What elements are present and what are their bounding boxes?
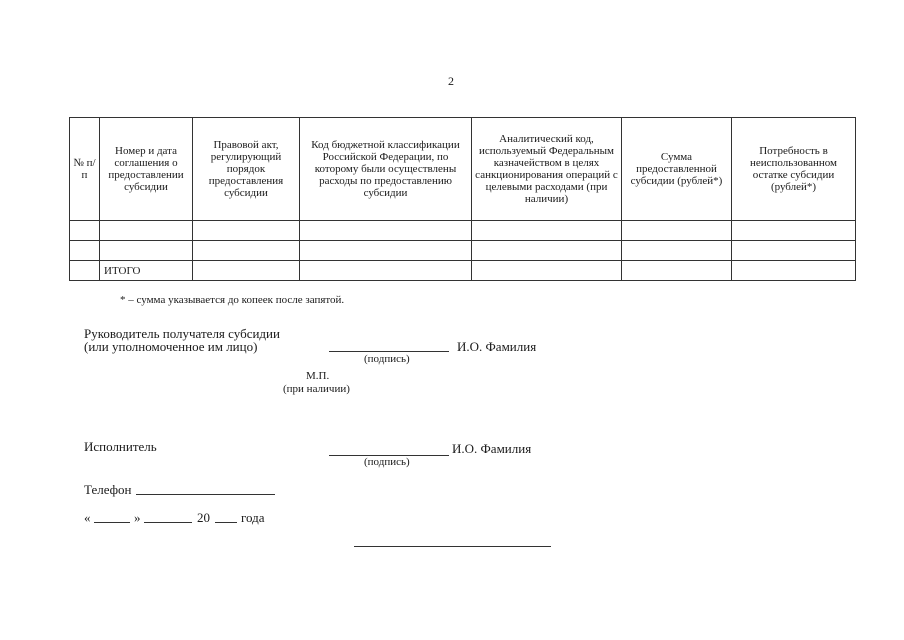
table-cell bbox=[70, 221, 100, 241]
table-cell bbox=[300, 241, 472, 261]
table-cell bbox=[472, 221, 622, 241]
stamp-note: (при наличии) bbox=[283, 383, 350, 395]
table-row bbox=[70, 241, 856, 261]
table-cell bbox=[732, 261, 856, 281]
table-cell bbox=[732, 221, 856, 241]
date-open-quote: « bbox=[84, 510, 91, 525]
date-day-line bbox=[94, 522, 130, 523]
executor-signature-label: (подпись) bbox=[364, 456, 410, 468]
header-agreement: Номер и дата соглашения о предоставлении субсидии bbox=[100, 118, 193, 221]
head-signature-line bbox=[329, 351, 449, 352]
table-cell bbox=[193, 261, 300, 281]
table-cell bbox=[732, 241, 856, 261]
table-cell bbox=[100, 241, 193, 261]
phone-label: Телефон bbox=[84, 482, 132, 497]
page-number: 2 bbox=[448, 74, 454, 88]
date-year-suffix: года bbox=[241, 510, 265, 525]
date-year-prefix: 20 bbox=[197, 510, 210, 525]
header-number: № п/п bbox=[70, 118, 100, 221]
table-header-row bbox=[70, 118, 856, 221]
table-cell bbox=[622, 221, 732, 241]
table-cell bbox=[193, 221, 300, 241]
header-analytic-code: Аналитический код, используемый Федеральным казначейством в целях санкционирования операций с целевыми расходами (при наличии) bbox=[472, 118, 622, 221]
table-cell bbox=[193, 241, 300, 261]
head-title-line1: Руководитель получателя субсидии bbox=[84, 326, 280, 341]
header-subsidy-amount: Сумма предоставленной субсидии (рублей*) bbox=[622, 118, 732, 221]
head-signature-label: (подпись) bbox=[364, 353, 410, 365]
table-cell bbox=[300, 261, 472, 281]
date-close-quote: » bbox=[134, 510, 141, 525]
table-total-row bbox=[70, 261, 856, 281]
table-cell bbox=[622, 241, 732, 261]
phone-line bbox=[136, 494, 275, 495]
header-budget-code: Код бюджетной классификации Российской Федерации, по которому были осуществлены расходы по предоставлению субсидии bbox=[300, 118, 472, 221]
table-row bbox=[70, 221, 856, 241]
footnote: * – сумма указывается до копеек после запятой. bbox=[120, 294, 345, 306]
table-cell bbox=[472, 261, 622, 281]
header-remaining-need: Потребность в неиспользованном остатке субсидии (рублей*) bbox=[732, 118, 856, 221]
total-label: ИТОГО bbox=[100, 261, 193, 281]
closing-line bbox=[354, 546, 551, 547]
table-cell bbox=[70, 241, 100, 261]
table-cell bbox=[300, 221, 472, 241]
stamp-label: М.П. bbox=[306, 370, 330, 382]
executor-name: И.О. Фамилия bbox=[452, 441, 532, 456]
head-title-line2: (или уполномоченное им лицо) bbox=[84, 339, 258, 354]
date-year-line bbox=[215, 522, 237, 523]
table-cell bbox=[472, 241, 622, 261]
table-cell bbox=[70, 261, 100, 281]
executor-label: Исполнитель bbox=[84, 439, 157, 454]
table-cell bbox=[100, 221, 193, 241]
head-name: И.О. Фамилия bbox=[457, 339, 537, 354]
header-legal-act: Правовой акт, регулирующий порядок предоставления субсидии bbox=[193, 118, 300, 221]
table-cell bbox=[622, 261, 732, 281]
date-month-line bbox=[144, 522, 192, 523]
report-table bbox=[69, 117, 856, 281]
